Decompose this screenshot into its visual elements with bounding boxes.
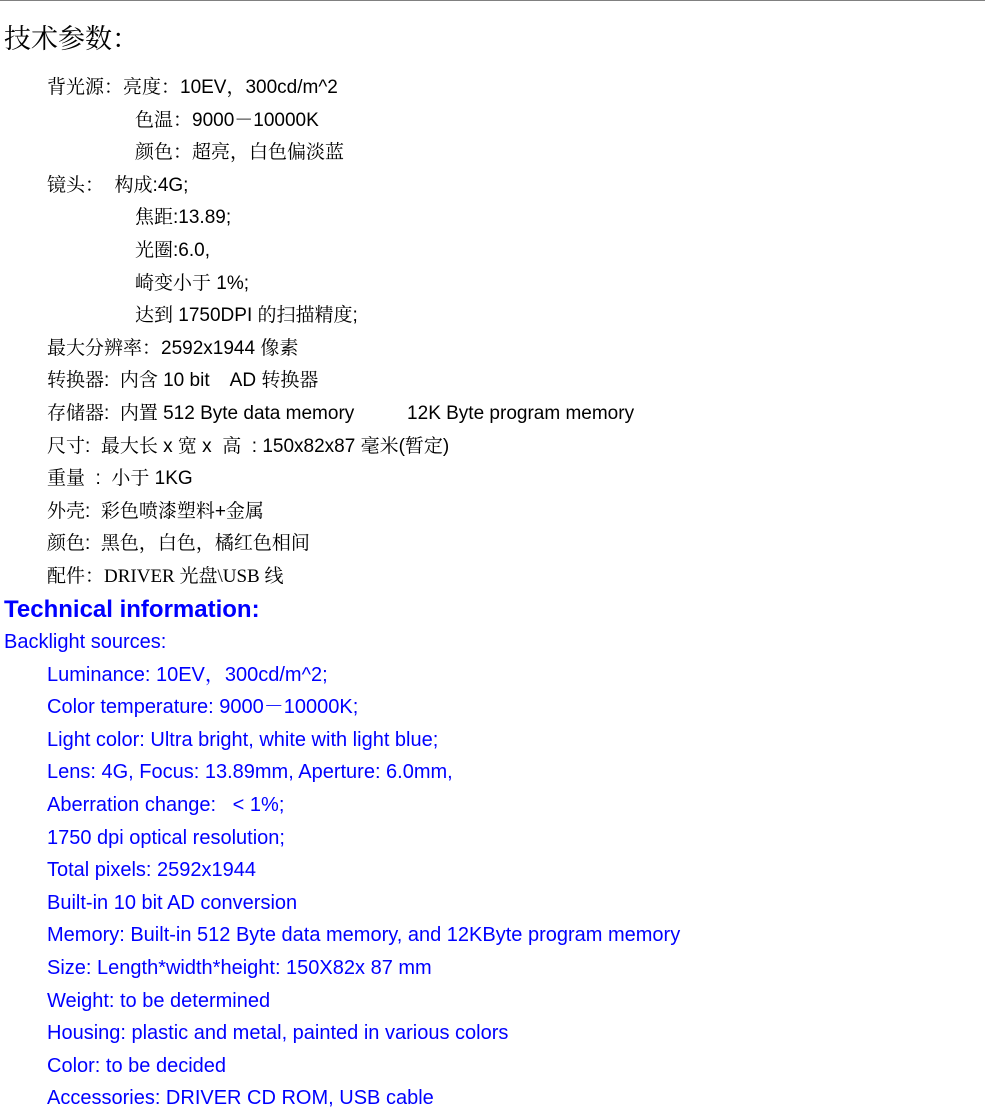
chinese-spec-line: 焦距:13.89;: [135, 207, 232, 229]
english-spec-line: Lens: 4G, Focus: 13.89mm, Aperture: 6.0mm,: [47, 761, 453, 784]
english-spec-line: Accessories: DRIVER CD ROM, USB cable: [47, 1087, 434, 1110]
english-spec-line: Memory: Built-in 512 Byte data memory, and 12KByte program memory: [47, 924, 681, 947]
english-spec-line: Color: to be decided: [47, 1054, 227, 1077]
chinese-spec-line: 颜色: 黑色，白色，橘红色相间: [47, 533, 310, 555]
chinese-spec-line: 尺寸: 最大长 x 宽 x 高 : 150x82x87 毫米(暂定): [47, 435, 450, 457]
english-spec-line: Color temperature: 9000－10000K;: [47, 696, 359, 719]
chinese-spec-line: 配件：DRIVER 光盘\USB 线: [47, 565, 284, 587]
english-spec-line: 1750 dpi optical resolution;: [47, 826, 285, 849]
english-spec-line: Backlight sources:: [4, 631, 167, 653]
chinese-spec-line: 最大分辨率：2592x1944 像素: [47, 337, 299, 359]
chinese-spec-line: 镜头： 构成:4G;: [47, 174, 189, 196]
english-spec-line: Weight: to be determined: [47, 989, 271, 1012]
chinese-spec-line: 重量 : 小于 1KG: [47, 468, 193, 490]
english-spec-list: [0, 626, 985, 1115]
english-section-title: Technical information:: [4, 596, 260, 623]
chinese-spec-line: 光圈:6.0,: [135, 239, 210, 261]
chinese-spec-line: 崎变小于 1%;: [135, 272, 250, 294]
chinese-spec-line: 背光源：亮度：10EV，300cd/m^2: [47, 77, 338, 98]
chinese-spec-line: 存储器: 内置 512 Byte data memory 12K Byte program memory: [47, 402, 635, 424]
chinese-spec-line: 色温：9000－10000K: [135, 109, 319, 131]
chinese-spec-list: [0, 72, 985, 594]
chinese-spec-line: 外壳: 彩色喷漆塑料+金属: [47, 500, 264, 522]
chinese-spec-line: 达到 1750DPI 的扫描精度;: [135, 305, 358, 327]
english-spec-line: Luminance: 10EV，300cd/m^2;: [47, 663, 328, 686]
english-spec-line: Light color: Ultra bright, white with light blue;: [47, 728, 439, 751]
chinese-section-title: 技术参数：: [4, 24, 139, 55]
top-border-rule: [0, 0, 985, 1]
english-spec-line: Built-in 10 bit AD conversion: [47, 891, 298, 914]
english-spec-line: Aberration change: < 1%;: [47, 793, 285, 816]
chinese-spec-line: 转换器: 内含 10 bit AD 转换器: [47, 370, 319, 392]
chinese-spec-line: 颜色：超亮，白色偏淡蓝: [135, 142, 345, 164]
english-spec-line: Total pixels: 2592x1944: [47, 859, 257, 882]
english-spec-line: Housing: plastic and metal, painted in various colors: [47, 1022, 509, 1045]
english-spec-line: Size: Length*width*height: 150X82x 87 mm: [47, 956, 432, 979]
